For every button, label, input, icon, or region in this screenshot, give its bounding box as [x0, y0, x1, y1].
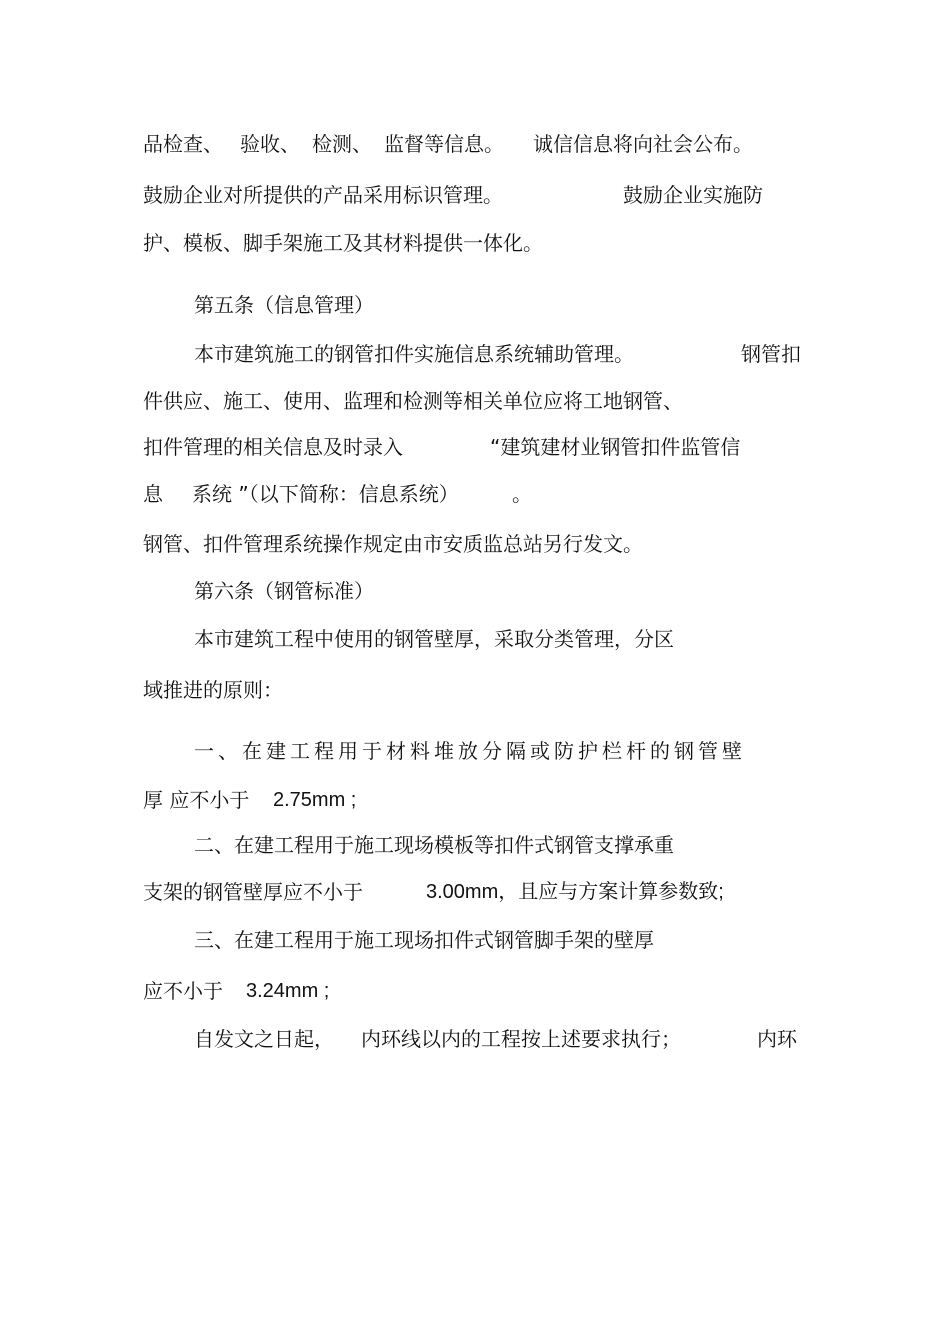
- text-segment: 域推进的原则：: [143, 678, 283, 702]
- text-segment: 钢管扣: [741, 342, 801, 366]
- text-segment: 一、在建工程用于材料堆放分隔或防护栏杆的钢管壁: [194, 739, 746, 763]
- text-segment: 护、模板、脚手架施工及其材料提供一体化。: [143, 231, 543, 255]
- text-segment: 第五条（信息管理）: [194, 293, 374, 317]
- text-segment: 监督等信息。: [384, 132, 504, 156]
- text-segment: 诚信信息将向社会公布。: [533, 132, 753, 156]
- text-segment: 二、在建工程用于施工现场模板等扣件式钢管支撑承重: [194, 833, 674, 857]
- text-segment: 三、在建工程用于施工现场扣件式钢管脚手架的壁厚: [194, 928, 654, 952]
- text-segment: 钢管、扣件管理系统操作规定由市安质监总站另行发文。: [143, 532, 643, 556]
- text-segment: 验收、: [240, 132, 300, 156]
- text-segment: 支架的钢管壁厚应不小于: [143, 880, 363, 904]
- text-segment: 。: [512, 482, 532, 506]
- text-segment: 本市建筑工程中使用的钢管壁厚，采取分类管理，分区: [194, 627, 674, 651]
- text-segment: 鼓励企业对所提供的产品采用标识管理。: [143, 183, 503, 207]
- text-segment: 内环线以内的工程按上述要求执行；: [361, 1027, 681, 1051]
- text-segment: 内环: [757, 1027, 797, 1051]
- text-segment: 系统 ”（以下简称：信息系统）: [192, 482, 459, 506]
- text-segment: 应不小于: [143, 979, 223, 1003]
- text-segment: 息: [143, 482, 163, 506]
- text-segment: 自发文之日起，: [194, 1027, 334, 1051]
- text-segment: 检测、: [312, 132, 372, 156]
- text-segment: 本市建筑施工的钢管扣件实施信息系统辅助管理。: [194, 342, 634, 366]
- text-segment: 扣件管理的相关信息及时录入: [143, 435, 403, 459]
- text-segment: 2.75mm ;: [273, 789, 357, 811]
- text-segment: 第六条（钢管标准）: [194, 579, 374, 603]
- text-segment: 鼓励企业实施防: [623, 183, 763, 207]
- text-segment: 3.00mm，且应与方案计算参数致;: [426, 881, 724, 903]
- text-segment: “建筑建材业钢管扣件监管信: [490, 435, 741, 459]
- text-segment: 3.24mm ;: [246, 980, 330, 1002]
- text-segment: 厚 应不小于: [143, 788, 250, 812]
- text-segment: 品检查、: [143, 132, 223, 156]
- text-segment: 件供应、施工、使用、监理和检测等相关单位应将工地钢管、: [143, 389, 683, 413]
